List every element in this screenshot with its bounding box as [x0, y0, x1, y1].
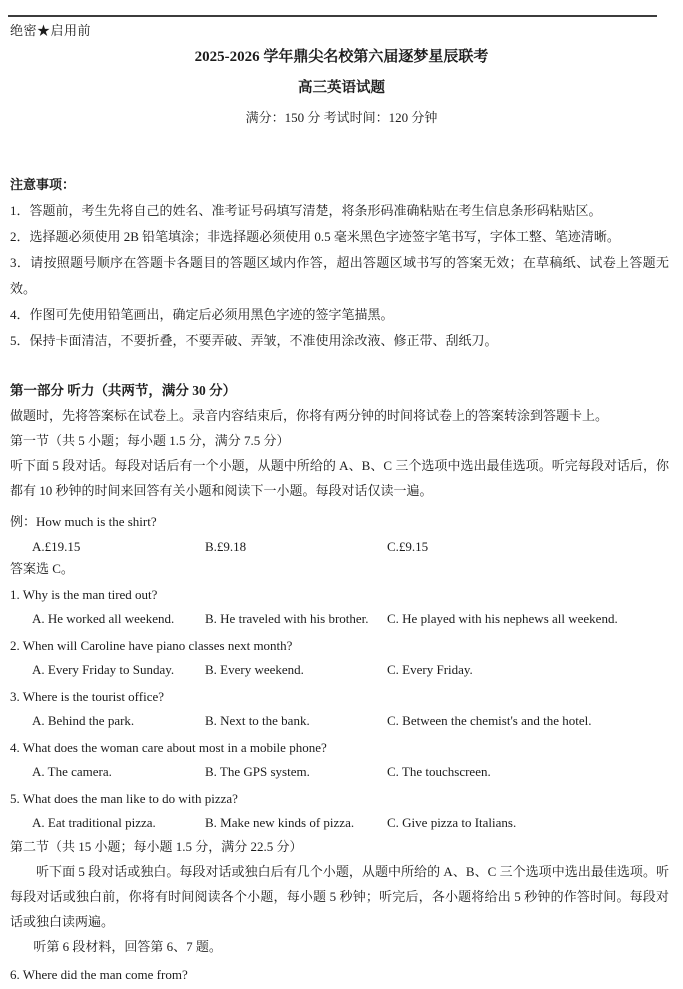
question-3-option-b: B. Next to the bank. [205, 712, 310, 728]
notice-item-3: 3．请按照题号顺序在答题卡各题目的答题区域内作答，超出答题区域书写的答案无效；在草稿纸、试卷上答题无效。 [10, 255, 669, 296]
question-4-option-c: C. The touchscreen. [387, 763, 491, 779]
question-1-text: 1. Why is the man tired out? [10, 587, 158, 602]
notice-item-5: 5．保持卡面清洁，不要折叠，不要弄破、弄皱，不准使用涂改液、修正带、刮纸刀。 [10, 333, 498, 348]
part1-heading: 第一部分 听力（共两节，满分 30 分） [10, 383, 237, 398]
score-and-time: 满分：150 分 考试时间：120 分钟 [245, 110, 438, 125]
example-options-row [10, 534, 669, 559]
notices-heading: 注意事项： [10, 177, 76, 192]
question-5-option-a: A. Eat traditional pizza. [32, 814, 156, 830]
example-answer: 答案选 C。 [10, 561, 74, 576]
question-6-text: 6. Where did the man come from? [10, 967, 188, 982]
question-3-options [10, 709, 669, 733]
part1-intro: 做题时，先将答案标在试卷上。录音内容结束后，你将有两分钟的时间将试卷上的答案转涂到答题卡上。 [10, 408, 609, 423]
exam-title: 2025-2026 学年鼎尖名校第六届逐梦星辰联考 [194, 49, 489, 65]
question-3-option-a: A. Behind the park. [32, 712, 135, 728]
example-option-a: A.£19.15 [32, 539, 81, 554]
question-5 [10, 787, 669, 834]
exam-paper-page [0, 15, 683, 989]
question-5-text: 5. What does the man like to do with pizza? [10, 791, 238, 806]
notices-section [10, 172, 669, 354]
question-1-option-c: C. He played with his nephews all weekend. [387, 610, 618, 626]
part1-listening [10, 378, 669, 987]
question-1-option-b: B. He traveled with his brother. [205, 610, 369, 626]
notice-item-1: 1．答题前，考生先将自己的姓名、准考证号码填写清楚，将条形码准确粘贴在考生信息条形码粘贴区。 [10, 203, 602, 218]
question-3-text: 3. Where is the tourist office? [10, 689, 165, 704]
question-1 [10, 583, 669, 630]
question-1-options [10, 607, 669, 631]
question-5-options [10, 811, 669, 835]
question-4-text: 4. What does the woman care about most in a mobile phone? [10, 740, 327, 755]
question-4 [10, 736, 669, 783]
question-5-option-c: C. Give pizza to Italians. [387, 814, 517, 830]
question-4-option-b: B. The GPS system. [205, 763, 310, 779]
question-3-option-c: C. Between the chemist's and the hotel. [387, 712, 592, 728]
question-2-option-a: A. Every Friday to Sunday. [32, 661, 175, 677]
material-note-6: 听第 6 段材料，回答第 6、7 题。 [33, 939, 222, 954]
question-2-options [10, 658, 669, 682]
section1-heading: 第一节（共 5 小题；每小题 1.5 分，满分 7.5 分） [10, 433, 290, 448]
question-2-option-b: B. Every weekend. [205, 661, 304, 677]
example-option-c: C.£9.15 [387, 539, 429, 554]
section2-instructions: 听下面 5 段对话或独白。每段对话或独白后有几个小题，从题中所给的 A、B、C 三个选项中选出最佳选项。听每段对话或独白前，你将有时间阅读各个小题，每小题 5 秒钟；听完后，各小题将给出 5 秒钟的作答时间。每段对话或独白读两遍。 [10, 864, 669, 929]
question-5-option-b: B. Make new kinds of pizza. [205, 814, 355, 830]
notice-item-2: 2．选择题必须使用 2B 铅笔填涂；非选择题必须使用 0.5 毫米黑色字迹签字笔书写，字体工整、笔迹清晰。 [10, 229, 620, 244]
section1-instructions: 听下面 5 段对话。每段对话后有一个小题，从题中所给的 A、B、C 三个选项中选出最佳选项。听完每段对话后，你都有 10 秒钟的时间来回答有关小题和阅读下一小题。每段对话仅读一遍。 [10, 458, 669, 498]
notice-item-4: 4．作图可先使用铅笔画出，确定后必须用黑色字迹的签字笔描黑。 [10, 307, 394, 322]
example-prompt: 例：How much is the shirt? [10, 514, 157, 529]
question-4-option-a: A. The camera. [32, 763, 112, 779]
question-2 [10, 634, 669, 681]
paper-subtitle: 高三英语试题 [298, 80, 385, 96]
question-2-text: 2. When will Caroline have piano classes next month? [10, 638, 293, 653]
example-option-b: B.£9.18 [205, 539, 247, 554]
question-1-option-a: A. He worked all weekend. [32, 610, 175, 626]
top-rule [8, 15, 657, 17]
question-2-option-c: C. Every Friday. [387, 661, 473, 677]
classification-label: 绝密★启用前 [10, 23, 92, 38]
section2-heading: 第二节（共 15 小题；每小题 1.5 分，满分 22.5 分） [10, 839, 303, 854]
question-4-options [10, 760, 669, 784]
question-3 [10, 685, 669, 732]
